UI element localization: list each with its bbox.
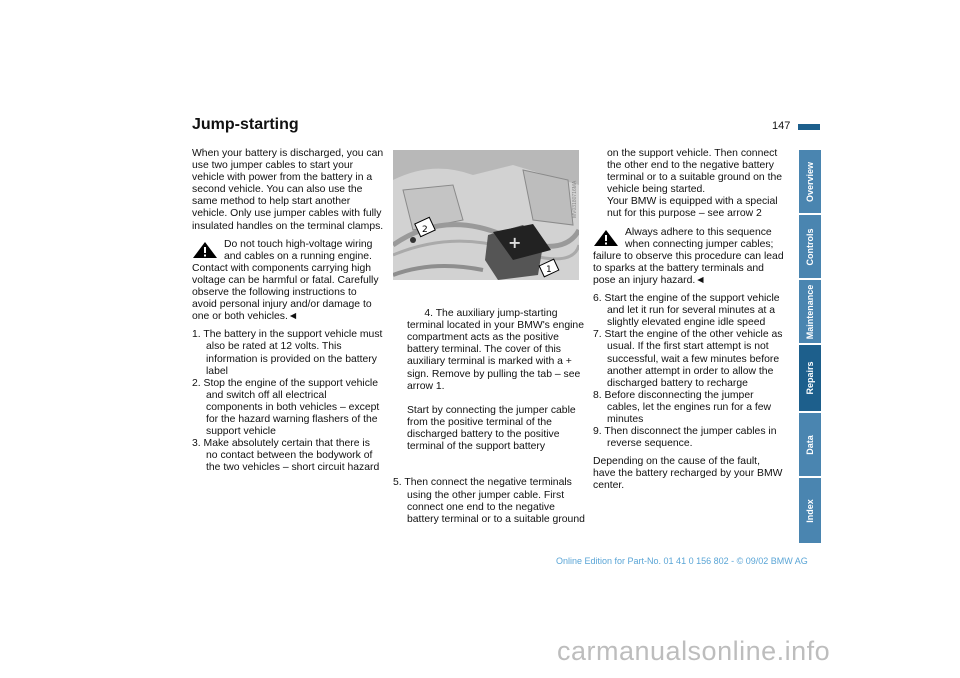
steps-list: [393, 296, 585, 526]
svg-text:+: +: [508, 233, 522, 252]
list-item: 6. Start the engine of the support vehicle and let it run for several minutes at a slightly elevated engine idle speed: [593, 293, 783, 329]
figure-code: MV03180716MA: [572, 180, 578, 218]
engine-illustration: [393, 150, 579, 280]
intro-paragraph: When your battery is discharged, you can use two jumper cables to start your vehicle with power from the battery in a second vehicle. You can also use the same method to help start another vehicle. Only use jumper cables with fully insulated handles on the terminal clamps.: [192, 148, 384, 232]
list-item: 9. Then disconnect the jumper cables in reverse sequence.: [593, 426, 780, 450]
engine-compartment-photo: [393, 150, 579, 280]
footer-text: Online Edition for Part-No. 01 41 0 156 802 - © 09/02 BMW AG: [556, 556, 808, 566]
closing-paragraph: Depending on the cause of the fault, have the battery recharged by your BMW center.: [593, 456, 783, 492]
warning-block: [593, 227, 785, 287]
warning-text: Always adhere to this sequence when connecting jumper cables; failure to observe this procedure can lead to sparks at the battery terminals and pose an injury hazard.◄: [593, 226, 784, 286]
tab-controls[interactable]: Controls: [799, 215, 821, 278]
list-item: 5. Then connect the negative terminals using the other jumper cable. First connect one end to the negative battery terminal or to a suitable ground: [393, 477, 585, 525]
callout-1: 1: [546, 265, 552, 275]
tab-overview[interactable]: Overview: [799, 150, 821, 213]
list-item: 8. Before disconnecting the jumper cables, let the engines run for a few minutes: [593, 389, 774, 425]
list-item: 2. Stop the engine of the support vehicle and switch off all electrical components in both vehicles – except for the hazard warning flashers of the support vehicle: [192, 377, 383, 438]
tab-index[interactable]: Index: [799, 478, 821, 543]
steps-list: [593, 293, 785, 450]
watermark: carmanualsonline.info: [557, 636, 831, 666]
warning-triangle-icon: [593, 229, 619, 247]
column-3: [593, 148, 785, 499]
list-item: 3. Make absolutely certain that there is no contact between the bodywork of the two vehicles – short circuit hazard: [192, 438, 380, 474]
tab-maintenance[interactable]: Maintenance: [799, 280, 821, 343]
list-item: [393, 296, 585, 477]
step-4: 4. The auxiliary jump-starting terminal located in your BMW's engine compartment acts as the positive battery terminal. The cover of this auxiliary terminal is marked with a + sign. Remove by pulling the tab – see arrow 1.: [407, 308, 587, 392]
warning-block: [192, 239, 384, 324]
warning-triangle-icon: [192, 241, 218, 259]
list-item: 7. Start the engine of the other vehicle as usual. If the first start attempt is not successful, wait a few minutes before another attempt in order to allow the discharged battery to recharge: [593, 329, 786, 389]
steps-list: [192, 329, 384, 474]
page-number: 147: [772, 120, 791, 132]
callout-2: 2: [422, 225, 428, 235]
list-item: 1. The battery in the support vehicle must also be rated at 12 volts. This information is provided on the battery label: [192, 329, 386, 377]
tab-repairs[interactable]: Repairs: [799, 345, 821, 411]
page-title: Jump-starting: [192, 116, 299, 133]
warning-text: Do not touch high-voltage wiring and cables on a running engine. Contact with components carrying high voltage can be harmful or fatal. Carefully observe the following instructions to avoid personal injury and/or damage to one or both vehicles.◄: [192, 238, 379, 323]
step-5-continued: on the support vehicle. Then connect the other end to the negative battery terminal or to a suitable ground on the vehicle being started.: [607, 148, 783, 196]
step-4-continued: Start by connecting the jumper cable from the positive terminal of the discharged battery to the positive terminal of the support battery: [407, 404, 579, 453]
page-marker: [798, 124, 820, 130]
tab-data[interactable]: Data: [799, 413, 821, 476]
column-2: [393, 296, 585, 532]
step-5-note: Your BMW is equipped with a special nut for this purpose – see arrow 2: [607, 196, 778, 220]
column-1: [192, 148, 384, 480]
